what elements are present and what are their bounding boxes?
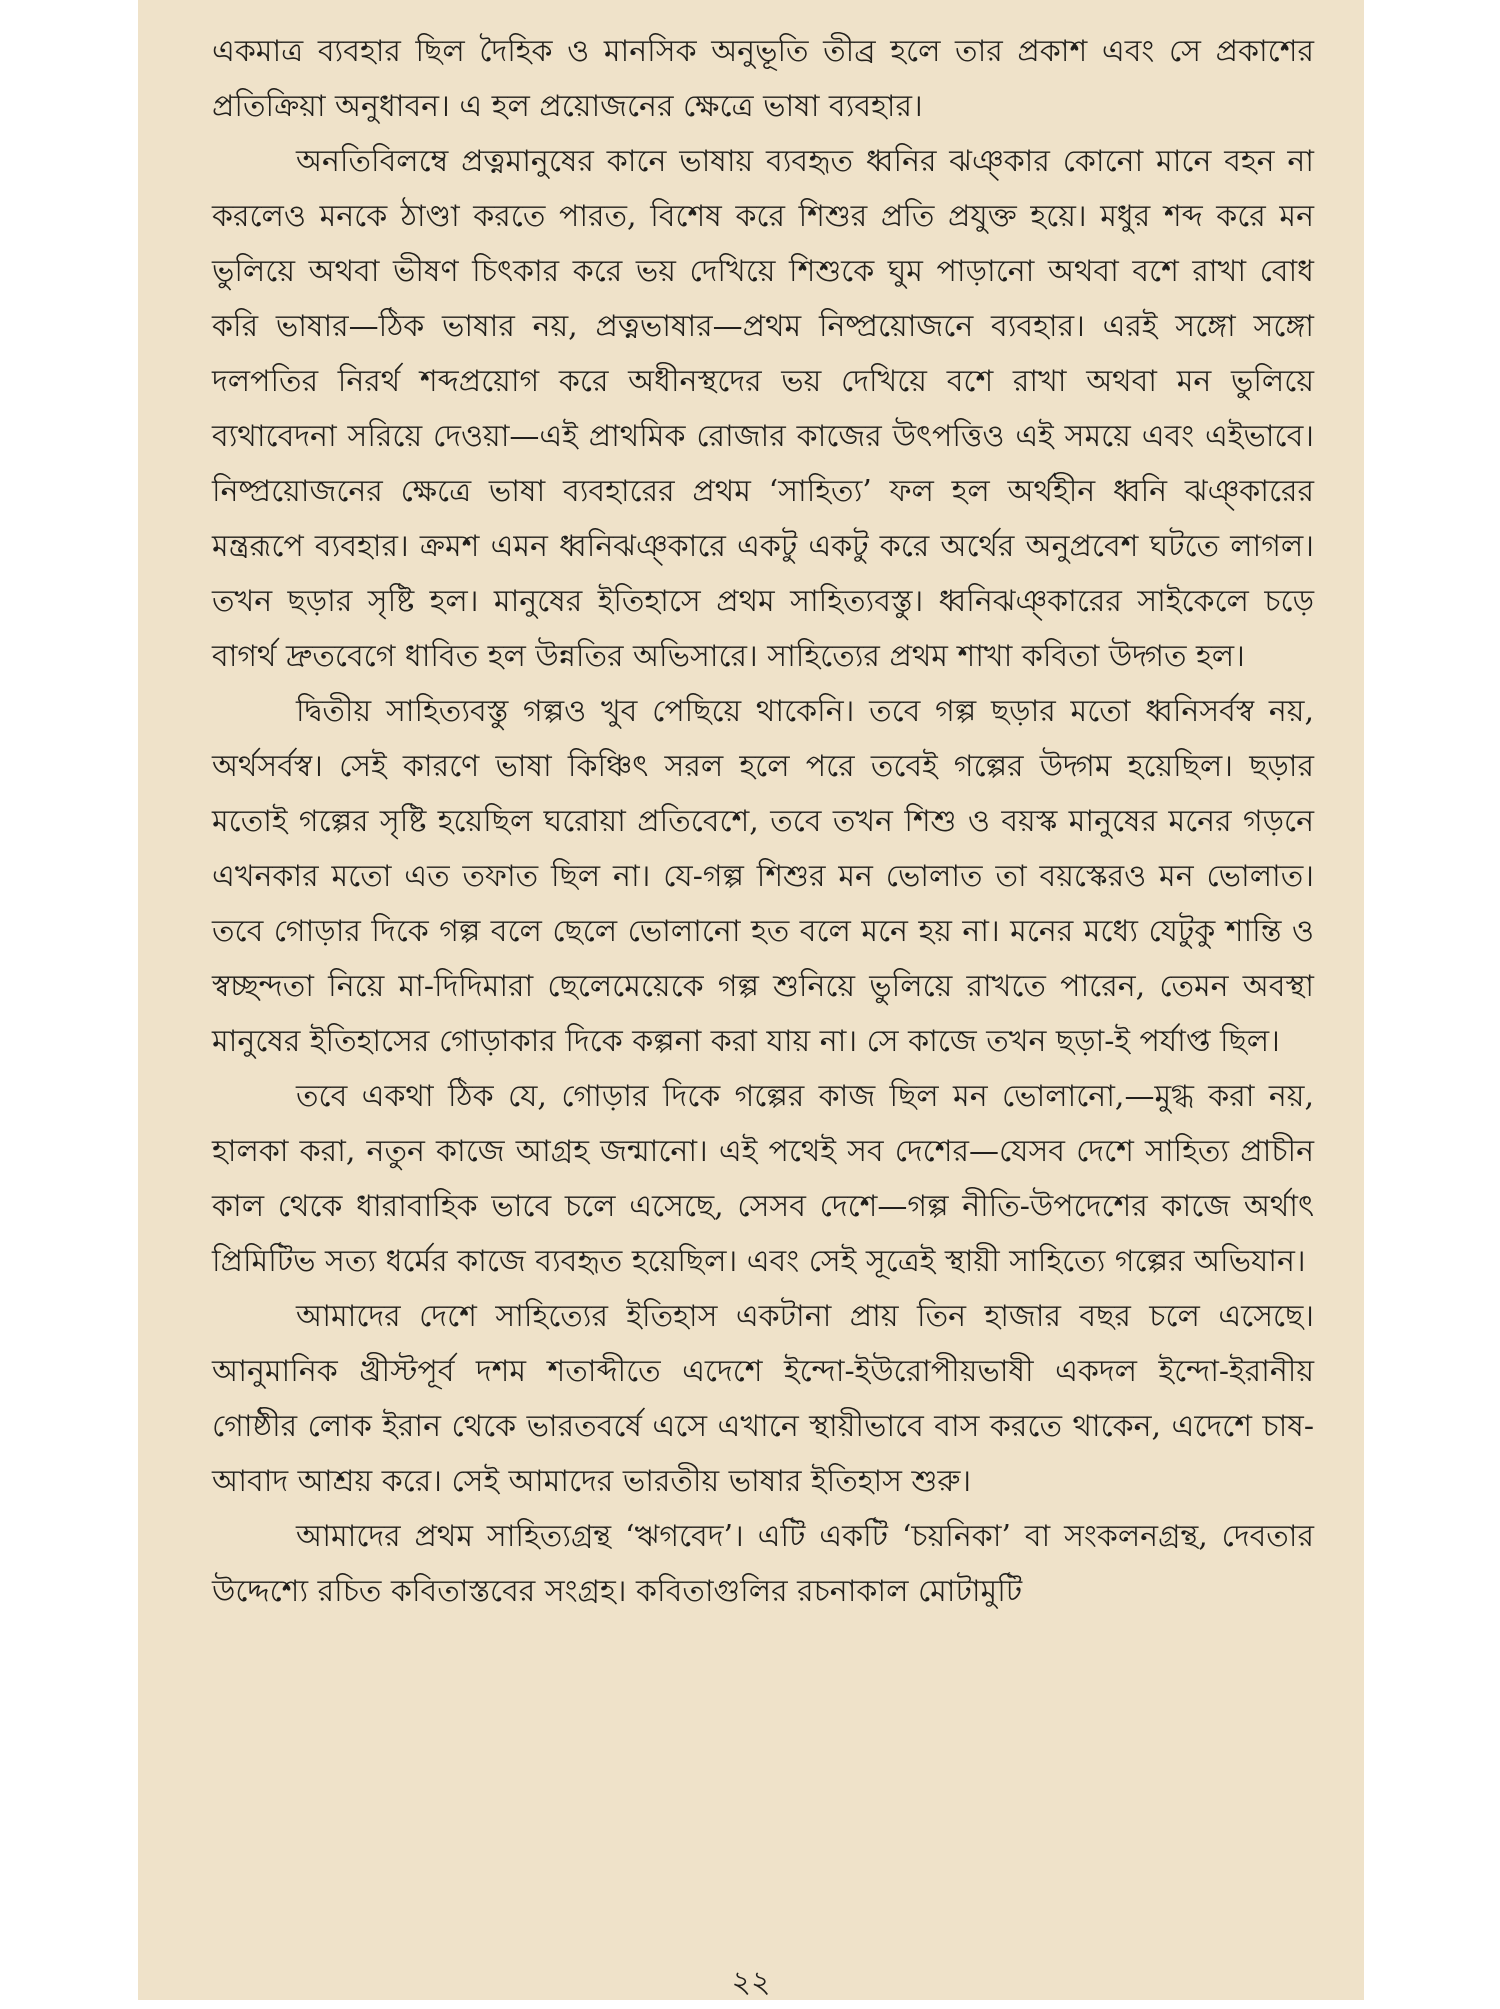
paragraph-continued: একমাত্র ব্যবহার ছিল দৈহিক ও মানসিক অনুভূতি তীব্র হলে তার প্রকাশ এবং সে প্রকাশের প্রতিক্রিয়া অনুধাবন। এ হল প্রয়োজনের ক্ষেত্রে ভাষা ব্যবহার। bbox=[212, 34, 1314, 124]
page-number: ২২ bbox=[731, 1965, 771, 2000]
paragraph-proto-language: অনতিবিলম্বে প্রত্নমানুষের কানে ভাষায় ব্যবহৃত ধ্বনির ঝঞ্কার কোনো মানে বহন না করলেও মনকে ঠাণ্ডা করতে পারত, বিশেষ করে শিশুর প্রতি প্রযুক্ত হয়ে। মধুর শব্দ করে মন ভুলিয়ে অথবা ভীষণ চিৎকার করে ভয় দেখিয়ে শিশুকে ঘুম পাড়ানো অথবা বশে রাখা বোধ করি ভাষার—ঠিক ভাষার নয়, প্রত্নভাষার—প্রথম নিষ্প্রয়োজনে ব্যবহার। এরই সঙ্গো সঙ্গো দলপতির নিরর্থ শব্দপ্রয়োগ করে অধীনস্থদের ভয় দেখিয়ে বশে রাখা অথবা মন ভুলিয়ে ব্যথাবেদনা সরিয়ে দেওয়া—এই প্রাথমিক রোজার কাজের উৎপত্তিও এই সময়ে এবং এইভাবে। নিষ্প্রয়োজনের ক্ষেত্রে ভাষা ব্যবহারের প্রথম ‘সাহিত্য’ ফল হল অর্থহীন ধ্বনি ঝঞ্কারের মন্ত্ররূপে ব্যবহার। ক্রমশ এমন ধ্বনিঝঞ্কারে একটু একটু করে অর্থের অনুপ্রবেশ ঘটতে লাগল। তখন ছড়ার সৃষ্টি হল। মানুষের ইতিহাসে প্রথম সাহিত্যবস্তু। ধ্বনিঝঞ্কারের সাইকেলে চড়ে বাগর্থ দ্রুতবেগে ধাবিত হল উন্নতির অভিসারে। সাহিত্যের প্রথম শাখা কবিতা উদ্গত হল। bbox=[212, 144, 1314, 674]
paragraph-story-origin: দ্বিতীয় সাহিত্যবস্তু গল্পও খুব পেছিয়ে থাকেনি। তবে গল্প ছড়ার মতো ধ্বনিসর্বস্ব নয়, অর্থসর্বস্ব। সেই কারণে ভাষা কিঞ্চিৎ সরল হলে পরে তবেই গল্পের উদ্গম হয়েছিল। ছড়ার মতোই গল্পের সৃষ্টি হয়েছিল ঘরোয়া প্রতিবেশে, তবে তখন শিশু ও বয়স্ক মানুষের মনের গড়নে এখনকার মতো এত তফাত ছিল না। যে-গল্প শিশুর মন ভোলাত তা বয়স্কেরও মন ভোলাত। তবে গোড়ার দিকে গল্প বলে ছেলে ভোলানো হত বলে মনে হয় না। মনের মধ্যে যেটুকু শান্তি ও স্বচ্ছন্দতা নিয়ে মা-দিদিমারা ছেলেমেয়েকে গল্প শুনিয়ে ভুলিয়ে রাখতে পারেন, তেমন অবস্থা মানুষের ইতিহাসের গোড়াকার দিকে কল্পনা করা যায় না। সে কাজে তখন ছড়া-ই পর্যাপ্ত ছিল। bbox=[212, 694, 1314, 1059]
book-page bbox=[138, 0, 1364, 2000]
paragraph-rigveda: আমাদের প্রথম সাহিত্যগ্রন্থ ‘ঋগবেদ’। এটি একটি ‘চয়নিকা’ বা সংকলনগ্রন্থ, দেবতার উদ্দেশ্যে রচিত কবিতাস্তবের সংগ্রহ। কবিতাগুলির রচনাকাল মোটামুটি bbox=[212, 1519, 1314, 1609]
paragraph-indian-literature: আমাদের দেশে সাহিত্যের ইতিহাস একটানা প্রায় তিন হাজার বছর চলে এসেছে। আনুমানিক খ্রীস্টপূর্ব দশম শতাব্দীতে এদেশে ইন্দো-ইউরোপীয়ভাষী একদল ইন্দো-ইরানীয় গোষ্ঠীর লোক ইরান থেকে ভারতবর্ষে এসে এখানে স্থায়ীভাবে বাস করতে থাকেন, এদেশে চাষ-আবাদ আশ্রয় করে। সেই আমাদের ভারতীয় ভাষার ইতিহাস শুরু। bbox=[212, 1299, 1314, 1499]
paragraph-story-purpose: তবে একথা ঠিক যে, গোড়ার দিকে গল্পের কাজ ছিল মন ভোলানো,—মুগ্ধ করা নয়, হালকা করা, নতুন কাজে আগ্রহ জন্মানো। এই পথেই সব দেশের—যেসব দেশে সাহিত্য প্রাচীন কাল থেকে ধারাবাহিক ভাবে চলে এসেছে, সেসব দেশে—গল্প নীতি-উপদেশের কাজে অর্থাৎ প্রিমিটিভ সত্য ধর্মের কাজে ব্যবহৃত হয়েছিল। এবং সেই সূত্রেই স্থায়ী সাহিত্যে গল্পের অভিযান। bbox=[212, 1079, 1314, 1279]
